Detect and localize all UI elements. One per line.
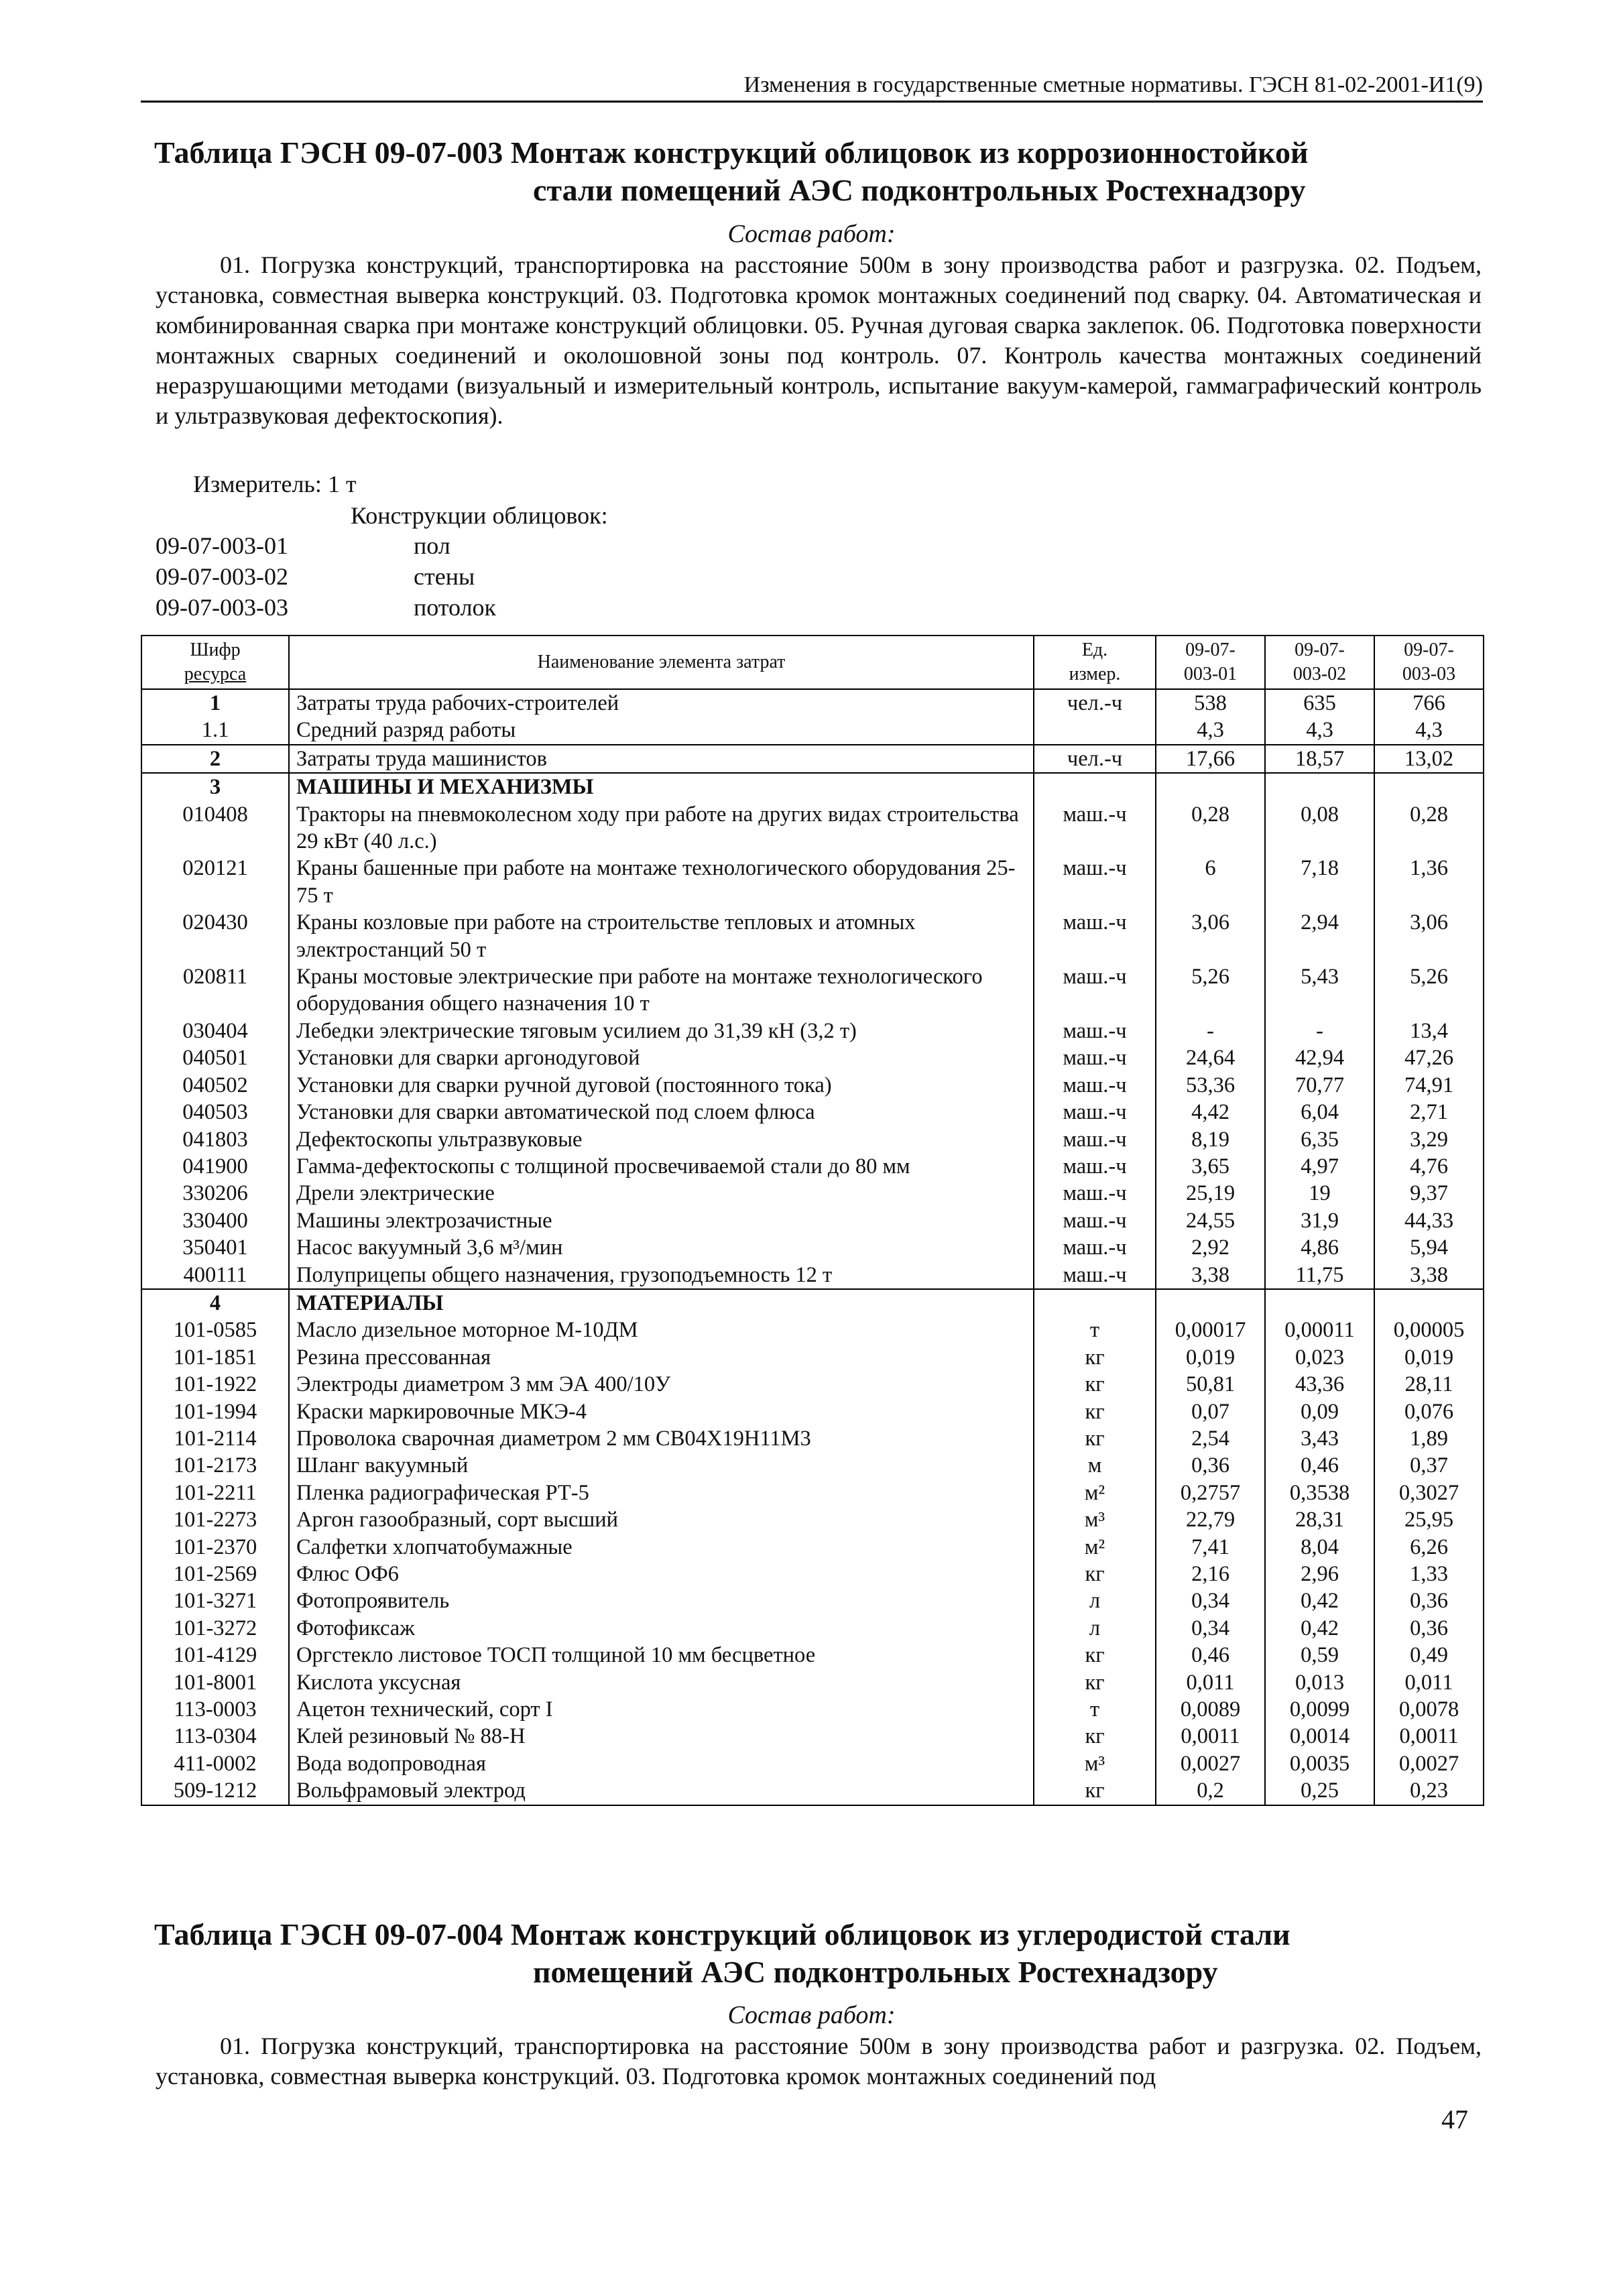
norm3-value-cell: 0,0078	[1374, 1696, 1484, 1723]
norm1-value-cell: 0,36	[1156, 1452, 1265, 1479]
table-row	[141, 855, 1484, 909]
unit-cell: маш.-ч	[1034, 1072, 1156, 1099]
unit-cell: маш.-ч	[1034, 1262, 1156, 1289]
resource-name-cell: Установки для сварки ручной дуговой (постоянного тока)	[289, 1072, 1034, 1099]
unit-cell: кг	[1034, 1398, 1156, 1425]
norm2-value-cell: 31,9	[1265, 1207, 1374, 1234]
table2-composition-label: Состав работ:	[727, 2001, 896, 2029]
resource-code-cell: 113-0304	[141, 1723, 289, 1750]
resource-code-cell: 101-3272	[141, 1615, 289, 1642]
table-row	[141, 1153, 1484, 1180]
table-row	[141, 801, 1484, 855]
norm2-value-cell: 4,97	[1265, 1153, 1374, 1180]
unit-cell: т	[1034, 1696, 1156, 1723]
resource-code-cell: 113-0003	[141, 1696, 289, 1723]
unit-cell: кг	[1034, 1669, 1156, 1696]
unit-cell: м²	[1034, 1534, 1156, 1561]
running-header: Изменения в государственные сметные нормативы. ГЭСН 81-02-2001-И1(9)	[141, 72, 1483, 103]
resource-name-cell: Затраты труда рабочих-строителей	[289, 689, 1034, 717]
norm3-value-cell: 13,4	[1374, 1018, 1484, 1044]
unit-cell: кг	[1034, 1723, 1156, 1750]
norm-name: стены	[414, 563, 475, 590]
resource-code-cell: 101-2114	[141, 1425, 289, 1452]
norm1-value-cell: 0,34	[1156, 1587, 1265, 1614]
norm1-value-cell: 0,2757	[1156, 1479, 1265, 1506]
table-row	[141, 1262, 1484, 1289]
table-row	[141, 963, 1484, 1018]
resource-name-cell: Масло дизельное моторное М-10ДМ	[289, 1317, 1034, 1343]
resource-code-cell: 101-0585	[141, 1317, 289, 1343]
resource-code-cell: 330206	[141, 1180, 289, 1207]
unit-cell: маш.-ч	[1034, 1153, 1156, 1180]
norm-name: пол	[414, 532, 450, 559]
norm2-value-cell: 11,75	[1265, 1262, 1374, 1289]
col-norm3-header: 09-07- 003-03	[1374, 636, 1484, 689]
unit-cell: кг	[1034, 1642, 1156, 1669]
norm2-value-cell: 0,3538	[1265, 1479, 1374, 1506]
norm2-value-cell: 0,46	[1265, 1452, 1374, 1479]
table-row	[141, 1696, 1484, 1723]
table-row	[141, 1044, 1484, 1071]
norm1-value-cell: 6	[1156, 855, 1265, 909]
resource-name-cell: Лебедки электрические тяговым усилием до 31,39 кН (3,2 т)	[289, 1018, 1034, 1044]
resource-name-cell: Аргон газообразный, сорт высший	[289, 1506, 1034, 1533]
resource-code-cell: 101-3271	[141, 1587, 289, 1614]
col-norm1-header: 09-07- 003-01	[1156, 636, 1265, 689]
norm3-value-cell: 6,26	[1374, 1534, 1484, 1561]
table2-title	[154, 1916, 1290, 1991]
resource-code-cell: 010408	[141, 801, 289, 855]
resource-name-cell: Ацетон технический, сорт I	[289, 1696, 1034, 1723]
norm3-value-cell: 5,26	[1374, 963, 1484, 1018]
table-row	[141, 1452, 1484, 1479]
unit-cell: маш.-ч	[1034, 1126, 1156, 1153]
resource-name-cell: Затраты труда машинистов	[289, 745, 1034, 773]
resource-code-cell: 400111	[141, 1262, 289, 1289]
norm2-value-cell: 6,04	[1265, 1099, 1374, 1126]
norm2-value-cell	[1265, 1289, 1374, 1317]
resource-name-cell: Дрели электрические	[289, 1180, 1034, 1207]
resource-name-cell: Установки для сварки аргонодуговой	[289, 1044, 1034, 1071]
resource-name-cell: Резина прессованная	[289, 1344, 1034, 1371]
norm1-value-cell: 7,41	[1156, 1534, 1265, 1561]
resource-name-cell: Краны башенные при работе на монтаже технологического оборудования 25-75 т	[289, 855, 1034, 909]
resource-code-cell: 2	[141, 745, 289, 773]
norm2-value-cell: 8,04	[1265, 1534, 1374, 1561]
unit-cell: маш.-ч	[1034, 1234, 1156, 1261]
table-row	[141, 1289, 1484, 1317]
norm3-value-cell: 4,76	[1374, 1153, 1484, 1180]
norm3-value-cell: 74,91	[1374, 1072, 1484, 1099]
norm2-value-cell: 70,77	[1265, 1072, 1374, 1099]
resource-name-cell: МАТЕРИАЛЫ	[289, 1289, 1034, 1317]
table-row	[141, 1669, 1484, 1696]
norm2-value-cell: 0,25	[1265, 1777, 1374, 1805]
table-row	[141, 1371, 1484, 1398]
norm1-value-cell: 0,34	[1156, 1615, 1265, 1642]
norm2-value-cell: 0,013	[1265, 1669, 1374, 1696]
resource-code-cell: 1.1	[141, 717, 289, 744]
norm1-value-cell: 0,019	[1156, 1344, 1265, 1371]
norm1-value-cell: 24,64	[1156, 1044, 1265, 1071]
norm2-value-cell: 0,42	[1265, 1615, 1374, 1642]
unit-cell: маш.-ч	[1034, 801, 1156, 855]
unit-cell: маш.-ч	[1034, 1180, 1156, 1207]
norm1-value-cell: 0,2	[1156, 1777, 1265, 1805]
table1-group-label: Конструкции облицовок:	[351, 502, 608, 529]
norm3-value-cell: 0,37	[1374, 1452, 1484, 1479]
norm2-value-cell: 43,36	[1265, 1371, 1374, 1398]
norm2-value-cell: 0,08	[1265, 801, 1374, 855]
norm3-value-cell: 0,36	[1374, 1615, 1484, 1642]
norm1-value-cell: 3,06	[1156, 909, 1265, 963]
resource-name-cell: Насос вакуумный 3,6 м³/мин	[289, 1234, 1034, 1261]
norm1-value-cell: 0,011	[1156, 1669, 1265, 1696]
norm-code: 09-07-003-02	[156, 563, 288, 590]
norm2-value-cell: 0,42	[1265, 1587, 1374, 1614]
table-row	[141, 1234, 1484, 1261]
norm2-value-cell: 0,0035	[1265, 1750, 1374, 1777]
resource-name-cell: Флюс ОФ6	[289, 1561, 1034, 1587]
resource-name-cell: Фотопроявитель	[289, 1587, 1034, 1614]
resource-code-cell: 101-4129	[141, 1642, 289, 1669]
resource-name-cell: Салфетки хлопчатобумажные	[289, 1534, 1034, 1561]
resource-name-cell: Оргстекло листовое ТОСП толщиной 10 мм бесцветное	[289, 1642, 1034, 1669]
table-row	[141, 1425, 1484, 1452]
norm2-value-cell: 0,0014	[1265, 1723, 1374, 1750]
table2-composition-text: 01. Погрузка конструкций, транспортировка на расстояние 500м в зону производства работ и разгрузка. 02. Подъем, установка, совместная выверка конструкций. 03. Подготовка кромок монтажных соединений под	[156, 2033, 1482, 2090]
table1-meter: Измеритель: 1 т	[193, 471, 357, 497]
resource-code-cell: 020811	[141, 963, 289, 1018]
resource-name-cell: Средний разряд работы	[289, 717, 1034, 744]
norm3-value-cell: 9,37	[1374, 1180, 1484, 1207]
resource-code-cell: 101-8001	[141, 1669, 289, 1696]
norm1-value-cell: 53,36	[1156, 1072, 1265, 1099]
unit-cell	[1034, 717, 1156, 744]
resource-code-cell: 101-1851	[141, 1344, 289, 1371]
norm2-value-cell: 635	[1265, 689, 1374, 717]
norm3-value-cell: 766	[1374, 689, 1484, 717]
norm3-value-cell: 5,94	[1374, 1234, 1484, 1261]
resource-name-cell: Гамма-дефектоскопы с толщиной просвечиваемой стали до 80 мм	[289, 1153, 1034, 1180]
unit-cell: кг	[1034, 1425, 1156, 1452]
norm1-value-cell: 3,38	[1156, 1262, 1265, 1289]
unit-cell: маш.-ч	[1034, 1018, 1156, 1044]
table-row	[141, 1099, 1484, 1126]
resource-name-cell: Полуприцепы общего назначения, грузоподъемность 12 т	[289, 1262, 1034, 1289]
table-row	[141, 1534, 1484, 1561]
table-row	[141, 1723, 1484, 1750]
norm-code: 09-07-003-03	[156, 594, 288, 621]
resource-code-cell: 030404	[141, 1018, 289, 1044]
norm2-value-cell: 0,0099	[1265, 1696, 1374, 1723]
norm3-value-cell: 25,95	[1374, 1506, 1484, 1533]
resource-name-cell: Пленка радиографическая РТ-5	[289, 1479, 1034, 1506]
norm1-value-cell: 0,28	[1156, 801, 1265, 855]
norm3-value-cell: 13,02	[1374, 745, 1484, 773]
resource-name-cell: Клей резиновый № 88-Н	[289, 1723, 1034, 1750]
resource-code-cell: 330400	[141, 1207, 289, 1234]
norm2-value-cell: 3,43	[1265, 1425, 1374, 1452]
norm1-value-cell: 0,0089	[1156, 1696, 1265, 1723]
norm1-value-cell: 0,46	[1156, 1642, 1265, 1669]
norm3-value-cell: 3,38	[1374, 1262, 1484, 1289]
norm2-value-cell: 2,94	[1265, 909, 1374, 963]
norm2-value-cell: 18,57	[1265, 745, 1374, 773]
norm1-value-cell: 2,16	[1156, 1561, 1265, 1587]
unit-cell: м³	[1034, 1506, 1156, 1533]
resource-name-cell: Электроды диаметром 3 мм ЭА 400/10У	[289, 1371, 1034, 1398]
resource-name-cell: Шланг вакуумный	[289, 1452, 1034, 1479]
resource-name-cell: Проволока сварочная диаметром 2 мм СВ04Х19Н11М3	[289, 1425, 1034, 1452]
norm3-value-cell: 0,49	[1374, 1642, 1484, 1669]
table-row	[141, 1561, 1484, 1587]
table-row	[141, 1642, 1484, 1669]
norm1-value-cell: 25,19	[1156, 1180, 1265, 1207]
resource-table	[141, 635, 1484, 1806]
resource-code-cell: 3	[141, 773, 289, 800]
norm1-value-cell: 50,81	[1156, 1371, 1265, 1398]
norm2-value-cell: 4,86	[1265, 1234, 1374, 1261]
unit-cell: кг	[1034, 1777, 1156, 1805]
table-row	[141, 745, 1484, 773]
unit-cell: м²	[1034, 1479, 1156, 1506]
unit-cell: маш.-ч	[1034, 1207, 1156, 1234]
table1-title-line2: стали помещений АЭС подконтрольных Ростехнадзору	[533, 173, 1306, 207]
norm3-value-cell: 4,3	[1374, 717, 1484, 744]
norm1-value-cell: 17,66	[1156, 745, 1265, 773]
norm2-value-cell	[1265, 773, 1374, 800]
norm3-value-cell: 0,36	[1374, 1587, 1484, 1614]
norm1-value-cell: 4,42	[1156, 1099, 1265, 1126]
unit-cell	[1034, 773, 1156, 800]
unit-cell: л	[1034, 1587, 1156, 1614]
unit-cell: м	[1034, 1452, 1156, 1479]
page-number: 47	[1441, 2104, 1468, 2134]
resource-name-cell: Установки для сварки автоматической под слоем флюса	[289, 1099, 1034, 1126]
resource-name-cell: Дефектоскопы ультразвуковые	[289, 1126, 1034, 1153]
norm2-value-cell: 2,96	[1265, 1561, 1374, 1587]
norm3-value-cell	[1374, 1289, 1484, 1317]
table-row	[141, 1777, 1484, 1805]
resource-code-cell: 101-2173	[141, 1452, 289, 1479]
unit-cell: маш.-ч	[1034, 1099, 1156, 1126]
norm3-value-cell: 0,00005	[1374, 1317, 1484, 1343]
norm2-value-cell: 6,35	[1265, 1126, 1374, 1153]
resource-code-cell: 101-1922	[141, 1371, 289, 1398]
resource-code-cell: 101-2273	[141, 1506, 289, 1533]
norm1-value-cell	[1156, 1289, 1265, 1317]
table-row	[141, 689, 1484, 717]
unit-cell: т	[1034, 1317, 1156, 1343]
table2-title-line2: помещений АЭС подконтрольных Ростехнадзору	[533, 1955, 1218, 1989]
unit-cell: кг	[1034, 1371, 1156, 1398]
resource-name-cell: Кислота уксусная	[289, 1669, 1034, 1696]
norm1-value-cell: 4,3	[1156, 717, 1265, 744]
norm2-value-cell: 0,00011	[1265, 1317, 1374, 1343]
col-unit-header: Ед. измер.	[1034, 636, 1156, 689]
norm2-value-cell: 5,43	[1265, 963, 1374, 1018]
norm1-value-cell: 2,92	[1156, 1234, 1265, 1261]
norm1-value-cell: 0,0011	[1156, 1723, 1265, 1750]
norm3-value-cell: 3,29	[1374, 1126, 1484, 1153]
unit-cell: кг	[1034, 1344, 1156, 1371]
unit-cell: л	[1034, 1615, 1156, 1642]
norm3-value-cell: 0,0011	[1374, 1723, 1484, 1750]
table2-title-line1: Таблица ГЭСН 09-07-004 Монтаж конструкций облицовок из углеродистой стали	[154, 1917, 1290, 1951]
norm3-value-cell: 0,076	[1374, 1398, 1484, 1425]
norm1-value-cell: 0,07	[1156, 1398, 1265, 1425]
table-row	[141, 1506, 1484, 1533]
table-row	[141, 773, 1484, 800]
norm3-value-cell: 0,011	[1374, 1669, 1484, 1696]
unit-cell: чел.-ч	[1034, 745, 1156, 773]
norm1-value-cell: 24,55	[1156, 1207, 1265, 1234]
resource-name-cell: Вода водопроводная	[289, 1750, 1034, 1777]
norm1-value-cell: -	[1156, 1018, 1265, 1044]
norm1-value-cell: 22,79	[1156, 1506, 1265, 1533]
col-code-header: Шифр ресурса	[141, 636, 289, 689]
norm2-value-cell: 19	[1265, 1180, 1374, 1207]
norm2-value-cell: 0,023	[1265, 1344, 1374, 1371]
table-row	[141, 1317, 1484, 1343]
norm3-value-cell: 1,33	[1374, 1561, 1484, 1587]
resource-name-cell: Краски маркировочные МКЭ-4	[289, 1398, 1034, 1425]
table-row	[141, 1207, 1484, 1234]
norm2-value-cell: -	[1265, 1018, 1374, 1044]
resource-name-cell: Машины электрозачистные	[289, 1207, 1034, 1234]
col-name-header: Наименование элемента затрат	[289, 636, 1034, 689]
norm1-value-cell	[1156, 773, 1265, 800]
norm3-value-cell	[1374, 773, 1484, 800]
resource-name-cell: Краны козловые при работе на строительстве тепловых и атомных электростанций 50 т	[289, 909, 1034, 963]
norm1-value-cell: 2,54	[1156, 1425, 1265, 1452]
resource-code-cell: 101-2569	[141, 1561, 289, 1587]
norm1-value-cell: 538	[1156, 689, 1265, 717]
norm1-value-cell: 0,00017	[1156, 1317, 1265, 1343]
resource-code-cell: 350401	[141, 1234, 289, 1261]
norm3-value-cell: 0,019	[1374, 1344, 1484, 1371]
unit-cell: маш.-ч	[1034, 909, 1156, 963]
norm2-value-cell: 0,59	[1265, 1642, 1374, 1669]
table-row	[141, 1615, 1484, 1642]
norm1-value-cell: 0,0027	[1156, 1750, 1265, 1777]
norm3-value-cell: 0,28	[1374, 801, 1484, 855]
col-norm2-header: 09-07- 003-02	[1265, 636, 1374, 689]
table-row	[141, 1398, 1484, 1425]
resource-code-cell: 101-1994	[141, 1398, 289, 1425]
resource-name-cell: Тракторы на пневмоколесном ходу при работе на других видах строительства 29 кВт (40 л.с.)	[289, 801, 1034, 855]
norm3-value-cell: 0,3027	[1374, 1479, 1484, 1506]
norm3-value-cell: 1,36	[1374, 855, 1484, 909]
table-row	[141, 1180, 1484, 1207]
norm3-value-cell: 1,89	[1374, 1425, 1484, 1452]
resource-code-cell: 040502	[141, 1072, 289, 1099]
norm1-value-cell: 8,19	[1156, 1126, 1265, 1153]
norm1-value-cell: 5,26	[1156, 963, 1265, 1018]
norm3-value-cell: 0,23	[1374, 1777, 1484, 1805]
resource-name-cell: Краны мостовые электрические при работе на монтаже технологического оборудования общего назначения 10 т	[289, 963, 1034, 1018]
norm2-value-cell: 0,09	[1265, 1398, 1374, 1425]
norm2-value-cell: 28,31	[1265, 1506, 1374, 1533]
norm3-value-cell: 0,0027	[1374, 1750, 1484, 1777]
resource-code-cell: 509-1212	[141, 1777, 289, 1805]
table-row	[141, 1479, 1484, 1506]
table-row	[141, 1587, 1484, 1614]
resource-name-cell: Фотофиксаж	[289, 1615, 1034, 1642]
table1-title	[154, 134, 1309, 209]
norm2-value-cell: 42,94	[1265, 1044, 1374, 1071]
table-row	[141, 717, 1484, 744]
resource-code-cell: 4	[141, 1289, 289, 1317]
table1-composition-label: Состав работ:	[727, 220, 896, 248]
resource-code-cell: 040501	[141, 1044, 289, 1071]
norm3-value-cell: 44,33	[1374, 1207, 1484, 1234]
table-header-row	[141, 636, 1484, 689]
norm3-value-cell: 28,11	[1374, 1371, 1484, 1398]
resource-code-cell: 041803	[141, 1126, 289, 1153]
resource-code-cell: 101-2370	[141, 1534, 289, 1561]
unit-cell: маш.-ч	[1034, 963, 1156, 1018]
resource-name-cell: МАШИНЫ И МЕХАНИЗМЫ	[289, 773, 1034, 800]
unit-cell: маш.-ч	[1034, 855, 1156, 909]
resource-code-cell: 020121	[141, 855, 289, 909]
norm3-value-cell: 3,06	[1374, 909, 1484, 963]
table1-title-line1: Таблица ГЭСН 09-07-003 Монтаж конструкций облицовок из коррозионностойкой	[154, 135, 1309, 170]
resource-name-cell: Вольфрамовый электрод	[289, 1777, 1034, 1805]
norm3-value-cell: 2,71	[1374, 1099, 1484, 1126]
norm-code: 09-07-003-01	[156, 532, 288, 559]
unit-cell: чел.-ч	[1034, 689, 1156, 717]
unit-cell	[1034, 1289, 1156, 1317]
table-row	[141, 909, 1484, 963]
unit-cell: кг	[1034, 1561, 1156, 1587]
resource-code-cell: 411-0002	[141, 1750, 289, 1777]
norm2-value-cell: 7,18	[1265, 855, 1374, 909]
table-row	[141, 1344, 1484, 1371]
norm1-value-cell: 3,65	[1156, 1153, 1265, 1180]
norm-name: потолок	[414, 594, 497, 621]
resource-code-cell: 020430	[141, 909, 289, 963]
resource-code-cell: 041900	[141, 1153, 289, 1180]
resource-code-cell: 101-2211	[141, 1479, 289, 1506]
table1-composition-text: 01. Погрузка конструкций, транспортировка на расстояние 500м в зону производства работ и разгрузка. 02. Подъем, установка, совместная выверка конструкций. 03. Подготовка кромок монтажных соединений под сварку. 04. Автоматическая и комбинированная сварка при монтаже конструкций облицовки. 05. Ручная дуговая сварка заклепок. 06. Подготовка поверхности монтажных сварных соединений и околошовной зоны под контроль. 07. Контроль качества монтажных соединений неразрушающими методами (визуальный и измерительный контроль, испытание вакуум-камерой, гаммаграфический контроль и ультразвуковая дефектоскопия).	[156, 251, 1482, 429]
table-row	[141, 1126, 1484, 1153]
norm3-value-cell: 47,26	[1374, 1044, 1484, 1071]
table-row	[141, 1018, 1484, 1044]
table-row	[141, 1750, 1484, 1777]
table-row	[141, 1072, 1484, 1099]
unit-cell: маш.-ч	[1034, 1044, 1156, 1071]
resource-code-cell: 1	[141, 689, 289, 717]
resource-code-cell: 040503	[141, 1099, 289, 1126]
norm2-value-cell: 4,3	[1265, 717, 1374, 744]
unit-cell: м³	[1034, 1750, 1156, 1777]
